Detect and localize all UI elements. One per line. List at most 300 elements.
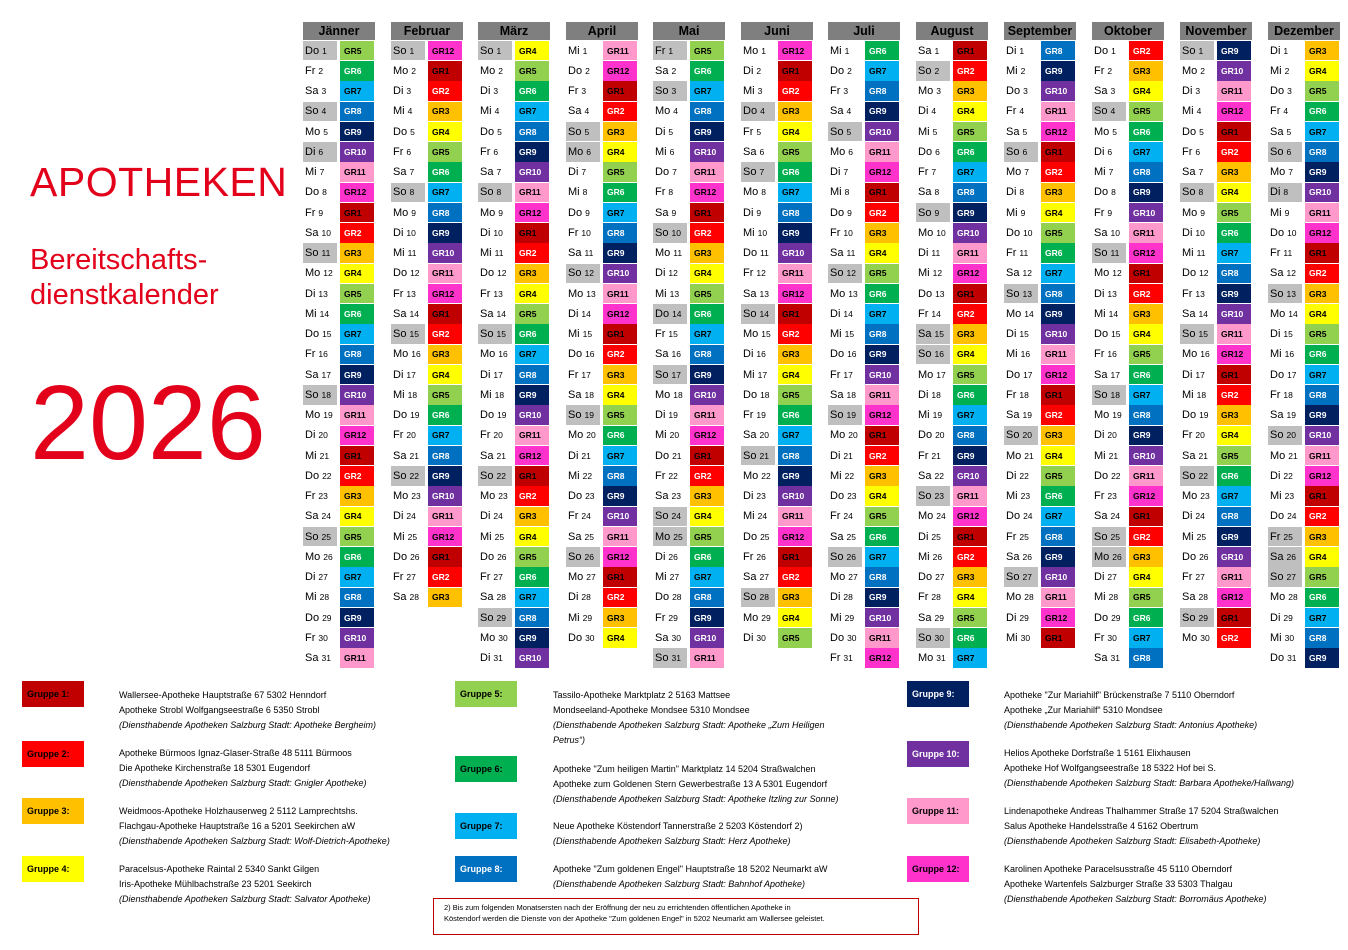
group-cell: GR6 xyxy=(1041,243,1075,263)
day-row xyxy=(1268,588,1340,608)
day-label: Di 16 xyxy=(743,348,766,361)
day-row xyxy=(1004,61,1076,81)
day-label: Sa 22 xyxy=(918,469,944,482)
day-label: Di 15 xyxy=(1270,328,1293,340)
day-label: Sa 30 xyxy=(655,631,681,644)
day-row xyxy=(478,486,550,506)
day-label: Mi 15 xyxy=(568,328,593,340)
group-cell: GR8 xyxy=(515,608,549,628)
group-cell: GR11 xyxy=(1041,102,1075,122)
day-label: Mo 23 xyxy=(480,490,508,502)
day-label: Mi 2 xyxy=(1270,64,1290,77)
group-cell: GR11 xyxy=(865,385,899,405)
day-label: Do 26 xyxy=(393,550,420,563)
group-cell: GR5 xyxy=(865,507,899,527)
day-label: So 7 xyxy=(741,162,775,182)
day-row xyxy=(741,365,813,385)
day-label: Mi 15 xyxy=(830,328,855,340)
day-label: Mi 9 xyxy=(1006,206,1026,219)
group-cell: GR8 xyxy=(428,446,462,466)
day-row xyxy=(741,183,813,203)
day-label: Fr 2 xyxy=(1094,64,1113,77)
group-cell: GR3 xyxy=(690,243,724,263)
legend-group-label: Gruppe 10: xyxy=(907,741,969,767)
day-row xyxy=(653,102,725,122)
day-label: So 13 xyxy=(1268,284,1302,304)
day-row xyxy=(478,547,550,567)
day-row xyxy=(1004,203,1076,223)
group-cell: GR4 xyxy=(953,588,987,608)
day-label: Do 2 xyxy=(830,64,852,77)
group-cell: GR7 xyxy=(865,547,899,567)
day-label: Di 7 xyxy=(830,166,849,178)
day-row xyxy=(1004,567,1076,587)
day-label: Di 25 xyxy=(918,530,941,543)
day-row xyxy=(303,446,375,466)
day-row xyxy=(1180,446,1252,466)
group-cell: GR6 xyxy=(1129,608,1163,628)
day-row xyxy=(828,324,900,344)
day-label: So 20 xyxy=(1268,426,1302,446)
day-label: Sa 31 xyxy=(305,652,331,664)
day-row xyxy=(478,243,550,263)
group-cell: GR11 xyxy=(603,284,637,304)
group-cell: GR2 xyxy=(690,223,724,243)
day-label: Sa 21 xyxy=(1182,449,1208,462)
group-cell: GR12 xyxy=(778,284,812,304)
group-cell: GR3 xyxy=(1129,304,1163,324)
group-cell: GR8 xyxy=(515,122,549,142)
group-cell: GR9 xyxy=(690,122,724,142)
group-cell: GR6 xyxy=(515,324,549,344)
day-label: Mo 6 xyxy=(566,142,600,162)
day-row xyxy=(391,507,463,527)
day-label: Di 10 xyxy=(393,226,416,239)
day-label: Sa 14 xyxy=(1182,307,1208,320)
day-row xyxy=(741,486,813,506)
subtitle-line-2: dienstkalender xyxy=(30,278,219,311)
day-row xyxy=(653,507,725,527)
group-cell: GR10 xyxy=(953,223,987,243)
day-label: So 10 xyxy=(653,223,687,243)
day-row xyxy=(478,304,550,324)
group-cell: GR4 xyxy=(603,385,637,405)
day-row xyxy=(828,81,900,101)
group-cell: GR11 xyxy=(865,142,899,162)
day-row xyxy=(566,41,638,61)
group-cell: GR9 xyxy=(428,466,462,486)
day-row xyxy=(391,81,463,101)
day-label: Di 10 xyxy=(480,226,503,239)
day-row xyxy=(303,486,375,506)
day-row xyxy=(1092,223,1164,243)
day-row xyxy=(741,264,813,284)
group-cell: GR9 xyxy=(1305,648,1339,668)
legend-pharmacy-line: Paracelsus-Apotheke Raintal 2 5340 Sankt Gilgen xyxy=(119,864,320,874)
group-cell: GR6 xyxy=(515,567,549,587)
legend-city-note: Petrus“) xyxy=(553,735,586,745)
day-label: Do 2 xyxy=(568,64,590,77)
day-label: Mo 28 xyxy=(1270,591,1298,604)
day-label: Mo 22 xyxy=(743,469,771,482)
day-row xyxy=(303,466,375,486)
group-cell: GR6 xyxy=(953,628,987,648)
group-cell: GR7 xyxy=(1041,507,1075,527)
group-cell: GR1 xyxy=(428,61,462,81)
group-cell: GR8 xyxy=(953,183,987,203)
group-cell: GR6 xyxy=(1305,102,1339,122)
day-row xyxy=(828,183,900,203)
day-row xyxy=(478,405,550,425)
group-cell: GR5 xyxy=(1129,588,1163,608)
day-row xyxy=(478,588,550,608)
day-row xyxy=(1092,405,1164,425)
day-label: Mi 25 xyxy=(393,530,418,543)
day-label: Di 14 xyxy=(568,307,591,320)
day-label: Do 16 xyxy=(830,348,857,361)
day-label: So 3 xyxy=(653,81,687,101)
day-row xyxy=(1092,507,1164,527)
group-cell: GR7 xyxy=(865,304,899,324)
day-label: Mo 16 xyxy=(393,348,421,361)
day-label: Fr 27 xyxy=(393,571,416,583)
group-cell: GR11 xyxy=(340,162,374,182)
day-row xyxy=(566,203,638,223)
day-label: Fr 10 xyxy=(568,226,591,239)
day-row xyxy=(1268,466,1340,486)
group-cell: GR12 xyxy=(953,264,987,284)
day-label: Sa 6 xyxy=(743,145,765,158)
group-cell: GR6 xyxy=(340,304,374,324)
day-label: Do 22 xyxy=(305,469,332,482)
day-label: Do 5 xyxy=(480,125,502,138)
day-row xyxy=(916,648,988,668)
day-label: Mo 15 xyxy=(743,328,771,340)
group-cell: GR4 xyxy=(428,122,462,142)
day-row xyxy=(391,405,463,425)
day-row xyxy=(391,122,463,142)
day-row xyxy=(1092,466,1164,486)
group-cell: GR4 xyxy=(1129,324,1163,344)
day-row xyxy=(916,243,988,263)
day-label: Fr 10 xyxy=(830,226,853,239)
month-header: Februar xyxy=(391,22,463,40)
day-label: Sa 26 xyxy=(1006,550,1032,563)
day-label: Sa 11 xyxy=(568,247,594,259)
footnote-line-1: 2) Bis zum folgenden Monatsersten nach der Eröffnung der neu zu errichtenden öffentlichen Apotheke in xyxy=(444,903,791,912)
day-row xyxy=(1092,81,1164,101)
group-cell: GR10 xyxy=(1305,183,1339,203)
day-row xyxy=(391,203,463,223)
group-cell: GR5 xyxy=(953,608,987,628)
day-row xyxy=(653,162,725,182)
group-cell: GR5 xyxy=(690,527,724,547)
day-row xyxy=(391,466,463,486)
day-row xyxy=(653,648,725,668)
group-cell: GR3 xyxy=(603,365,637,385)
group-cell: GR4 xyxy=(515,527,549,547)
day-label: Di 29 xyxy=(1006,611,1029,624)
group-cell: GR2 xyxy=(778,81,812,101)
day-row xyxy=(303,365,375,385)
legend-city-note: (Diensthabende Apotheken Salzburg Stadt: Apotheke „Zum Heiligen xyxy=(553,720,825,730)
group-cell: GR11 xyxy=(428,507,462,527)
day-row xyxy=(1092,243,1164,263)
day-label: Do 9 xyxy=(830,206,852,219)
group-cell: GR2 xyxy=(603,102,637,122)
group-cell: GR8 xyxy=(603,466,637,486)
group-cell: GR1 xyxy=(1305,243,1339,263)
group-cell: GR5 xyxy=(603,405,637,425)
group-cell: GR4 xyxy=(603,142,637,162)
group-cell: GR1 xyxy=(953,527,987,547)
day-label: Sa 11 xyxy=(830,247,856,259)
day-row xyxy=(916,385,988,405)
group-cell: GR4 xyxy=(778,365,812,385)
day-label: So 26 xyxy=(566,547,600,567)
day-label: Mi 8 xyxy=(830,186,850,199)
group-cell: GR9 xyxy=(1041,547,1075,567)
group-cell: GR7 xyxy=(953,162,987,182)
day-row xyxy=(828,446,900,466)
group-cell: GR12 xyxy=(603,61,637,81)
day-label: Sa 28 xyxy=(393,591,419,604)
group-cell: GR5 xyxy=(1041,466,1075,486)
day-row xyxy=(391,527,463,547)
group-cell: GR4 xyxy=(690,264,724,284)
day-row xyxy=(653,588,725,608)
day-label: Fr 14 xyxy=(918,307,941,320)
day-label: Mi 12 xyxy=(918,267,943,280)
legend-city-note: (Diensthabende Apotheken Salzburg Stadt: Barbara Apotheke/Hallwang) xyxy=(1004,778,1295,788)
year-label: 2026 xyxy=(30,364,266,482)
legend-group-label: Gruppe 9: xyxy=(907,681,969,707)
legend-pharmacy-line: Flachgau-Apotheke Hauptstraße 16 a 5201 Seekirchen aW xyxy=(119,821,356,831)
group-cell: GR10 xyxy=(1041,81,1075,101)
group-cell: GR5 xyxy=(953,122,987,142)
group-cell: GR4 xyxy=(865,486,899,506)
group-cell: GR2 xyxy=(1129,284,1163,304)
group-cell: GR5 xyxy=(428,385,462,405)
day-row xyxy=(303,203,375,223)
day-label: Di 22 xyxy=(1270,469,1293,482)
day-row xyxy=(828,284,900,304)
day-label: Mo 23 xyxy=(393,490,421,502)
day-row xyxy=(916,345,988,365)
day-row xyxy=(828,507,900,527)
day-label: Mi 18 xyxy=(393,388,418,401)
day-label: Mo 3 xyxy=(918,85,942,97)
day-row xyxy=(1092,385,1164,405)
legend-pharmacies xyxy=(553,862,828,892)
day-label: Do 21 xyxy=(655,449,682,462)
day-label: Mi 30 xyxy=(1270,631,1295,644)
group-cell: GR6 xyxy=(1041,486,1075,506)
group-cell: GR3 xyxy=(428,588,462,608)
group-cell: GR10 xyxy=(428,486,462,506)
day-label: Mo 30 xyxy=(480,631,508,644)
day-label: So 24 xyxy=(653,507,687,527)
day-label: Do 10 xyxy=(1006,226,1033,239)
group-cell: GR8 xyxy=(340,102,374,122)
day-row xyxy=(741,41,813,61)
day-label: Mo 20 xyxy=(568,429,596,442)
day-row xyxy=(1180,264,1252,284)
day-row xyxy=(916,588,988,608)
month-header: September xyxy=(1004,22,1076,40)
group-cell: GR8 xyxy=(603,223,637,243)
day-row xyxy=(1004,284,1076,304)
group-cell: GR6 xyxy=(340,61,374,81)
day-label: Fr 18 xyxy=(1006,388,1029,401)
month-header: April xyxy=(566,22,638,40)
group-cell: GR6 xyxy=(603,426,637,446)
day-row xyxy=(741,567,813,587)
month-column xyxy=(566,22,638,648)
group-cell: GR5 xyxy=(778,142,812,162)
legend-pharmacy-line: Lindenapotheke Andreas Thalhammer Straße 17 5204 Straßwalchen xyxy=(1004,806,1279,816)
day-row xyxy=(653,547,725,567)
day-label: Mo 27 xyxy=(568,571,596,583)
day-label: Fr 25 xyxy=(1006,530,1029,543)
group-cell: GR3 xyxy=(778,345,812,365)
day-row xyxy=(1180,567,1252,587)
day-row xyxy=(566,365,638,385)
group-cell: GR12 xyxy=(1217,102,1251,122)
group-cell: GR10 xyxy=(1305,426,1339,446)
day-row xyxy=(1268,122,1340,142)
group-cell: GR11 xyxy=(515,426,549,446)
group-cell: GR7 xyxy=(778,426,812,446)
day-row xyxy=(741,304,813,324)
day-row xyxy=(391,142,463,162)
legend-pharmacy-line: Salus Apotheke Handelsstraße 4 5162 Obertrum xyxy=(1004,821,1199,831)
day-row xyxy=(916,183,988,203)
group-cell: GR4 xyxy=(778,122,812,142)
day-label: Di 21 xyxy=(568,449,591,462)
day-row xyxy=(1004,122,1076,142)
group-cell: GR4 xyxy=(1041,203,1075,223)
day-row xyxy=(1180,426,1252,446)
day-label: Do 8 xyxy=(305,186,327,199)
group-cell: GR1 xyxy=(515,466,549,486)
day-row xyxy=(391,567,463,587)
day-label: Mi 20 xyxy=(655,429,680,442)
day-row xyxy=(1268,426,1340,446)
day-label: Sa 29 xyxy=(918,611,944,624)
day-label: Sa 24 xyxy=(1094,510,1120,523)
day-row xyxy=(566,486,638,506)
day-label: Fr 27 xyxy=(480,571,503,583)
day-label: Di 21 xyxy=(830,449,853,462)
day-label: Fr 6 xyxy=(480,145,499,158)
group-cell: GR9 xyxy=(1217,284,1251,304)
day-label: So 17 xyxy=(653,365,687,385)
day-row xyxy=(303,426,375,446)
day-row xyxy=(566,162,638,182)
group-cell: GR7 xyxy=(515,345,549,365)
day-row xyxy=(1268,648,1340,668)
day-row xyxy=(1180,365,1252,385)
legend-pharmacy-line: Apotheke „Zur Mariahilf“ 5310 Mondsee xyxy=(1004,705,1163,715)
day-row xyxy=(916,324,988,344)
day-row xyxy=(916,162,988,182)
day-row xyxy=(741,324,813,344)
group-cell: GR12 xyxy=(515,203,549,223)
group-cell: GR7 xyxy=(953,648,987,668)
day-label: Mo 13 xyxy=(830,287,858,300)
day-label: Di 13 xyxy=(305,287,328,300)
day-row xyxy=(303,324,375,344)
legend-pharmacies xyxy=(553,688,825,748)
day-label: Fr 24 xyxy=(830,510,853,523)
day-row xyxy=(828,385,900,405)
day-label: Do 29 xyxy=(1094,611,1121,624)
day-label: Fr 31 xyxy=(830,652,853,664)
day-row xyxy=(391,102,463,122)
day-row xyxy=(741,628,813,648)
day-label: So 4 xyxy=(303,102,337,122)
day-row xyxy=(1180,284,1252,304)
group-cell: GR10 xyxy=(778,243,812,263)
group-cell: GR5 xyxy=(340,527,374,547)
day-label: Do 26 xyxy=(480,550,507,563)
group-cell: GR7 xyxy=(1041,264,1075,284)
group-cell: GR4 xyxy=(1305,304,1339,324)
day-row xyxy=(1268,446,1340,466)
day-row xyxy=(478,628,550,648)
day-row xyxy=(1004,41,1076,61)
day-label: Mi 29 xyxy=(568,611,593,624)
day-row xyxy=(566,223,638,243)
day-label: Sa 24 xyxy=(305,510,331,523)
month-column xyxy=(741,22,813,648)
day-label: Mo 7 xyxy=(1270,166,1294,178)
day-row xyxy=(303,385,375,405)
day-label: Di 7 xyxy=(568,166,587,178)
group-cell: GR2 xyxy=(1305,264,1339,284)
group-cell: GR8 xyxy=(515,365,549,385)
day-label: Fr 9 xyxy=(1094,206,1113,219)
group-cell: GR8 xyxy=(865,81,899,101)
group-cell: GR11 xyxy=(603,527,637,547)
day-row xyxy=(566,527,638,547)
group-cell: GR9 xyxy=(865,102,899,122)
group-cell: GR12 xyxy=(1305,223,1339,243)
day-row xyxy=(741,122,813,142)
day-label: Mi 16 xyxy=(1006,348,1031,361)
day-label: Fr 20 xyxy=(1182,429,1205,442)
day-label: Mo 5 xyxy=(1094,125,1118,138)
day-row xyxy=(916,628,988,648)
day-label: So 25 xyxy=(303,527,337,547)
group-cell: GR7 xyxy=(1305,365,1339,385)
day-row xyxy=(1180,223,1252,243)
day-label: Di 24 xyxy=(480,510,503,523)
day-label: Mi 3 xyxy=(743,85,763,97)
day-label: Mo 29 xyxy=(743,611,771,624)
day-row xyxy=(566,324,638,344)
group-cell: GR7 xyxy=(690,81,724,101)
group-cell: GR12 xyxy=(778,527,812,547)
day-label: So 29 xyxy=(478,608,512,628)
day-row xyxy=(566,183,638,203)
day-row xyxy=(303,243,375,263)
day-row xyxy=(916,61,988,81)
legend-group-label: Gruppe 6: xyxy=(455,756,517,782)
day-row xyxy=(391,324,463,344)
day-label: Sa 18 xyxy=(568,388,594,401)
